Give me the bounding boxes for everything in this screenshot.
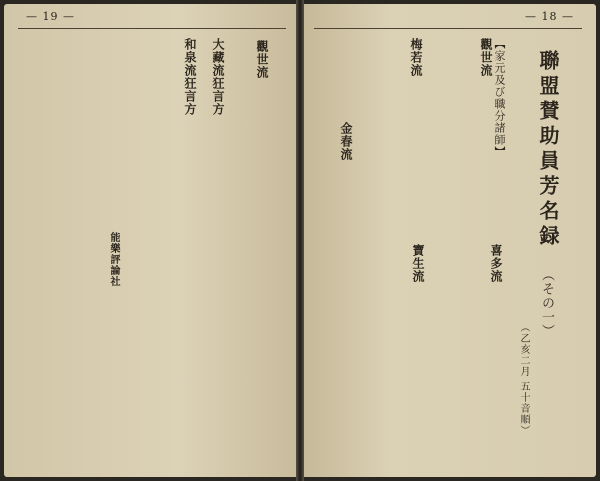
section-heading-konparu: 金春流 — [339, 122, 353, 161]
title-part: （その一） — [539, 268, 554, 338]
category-heading: 【家元及び職分諸師】 — [493, 38, 506, 158]
right-page — [304, 4, 596, 477]
section-heading-umewaka: 梅若流 — [409, 38, 423, 77]
section-heading-izumi-kyogen: 和泉流狂言方 — [183, 38, 197, 116]
section-heading-okura-kyogen: 大藏流狂言方 — [211, 38, 225, 116]
section-heading-kanze: 觀世流 — [479, 38, 493, 77]
header-rule-right — [314, 28, 582, 29]
page-number-right: — 18 — — [525, 10, 574, 23]
section-heading-hosho: 寶生流 — [411, 244, 425, 283]
page-number-left: — 19 — — [26, 10, 75, 23]
title-note: （乙亥二月 五十音順） — [518, 322, 529, 437]
book-gutter — [296, 0, 304, 481]
header-rule-left — [18, 28, 286, 29]
section-heading-kanze: 觀世流 — [255, 40, 269, 79]
advertisement-title: 能樂評論社 — [108, 232, 119, 287]
section-heading-kita: 喜多流 — [489, 244, 503, 283]
left-page — [4, 4, 296, 477]
page-title: 聯盟賛助員芳名録 — [536, 50, 560, 250]
